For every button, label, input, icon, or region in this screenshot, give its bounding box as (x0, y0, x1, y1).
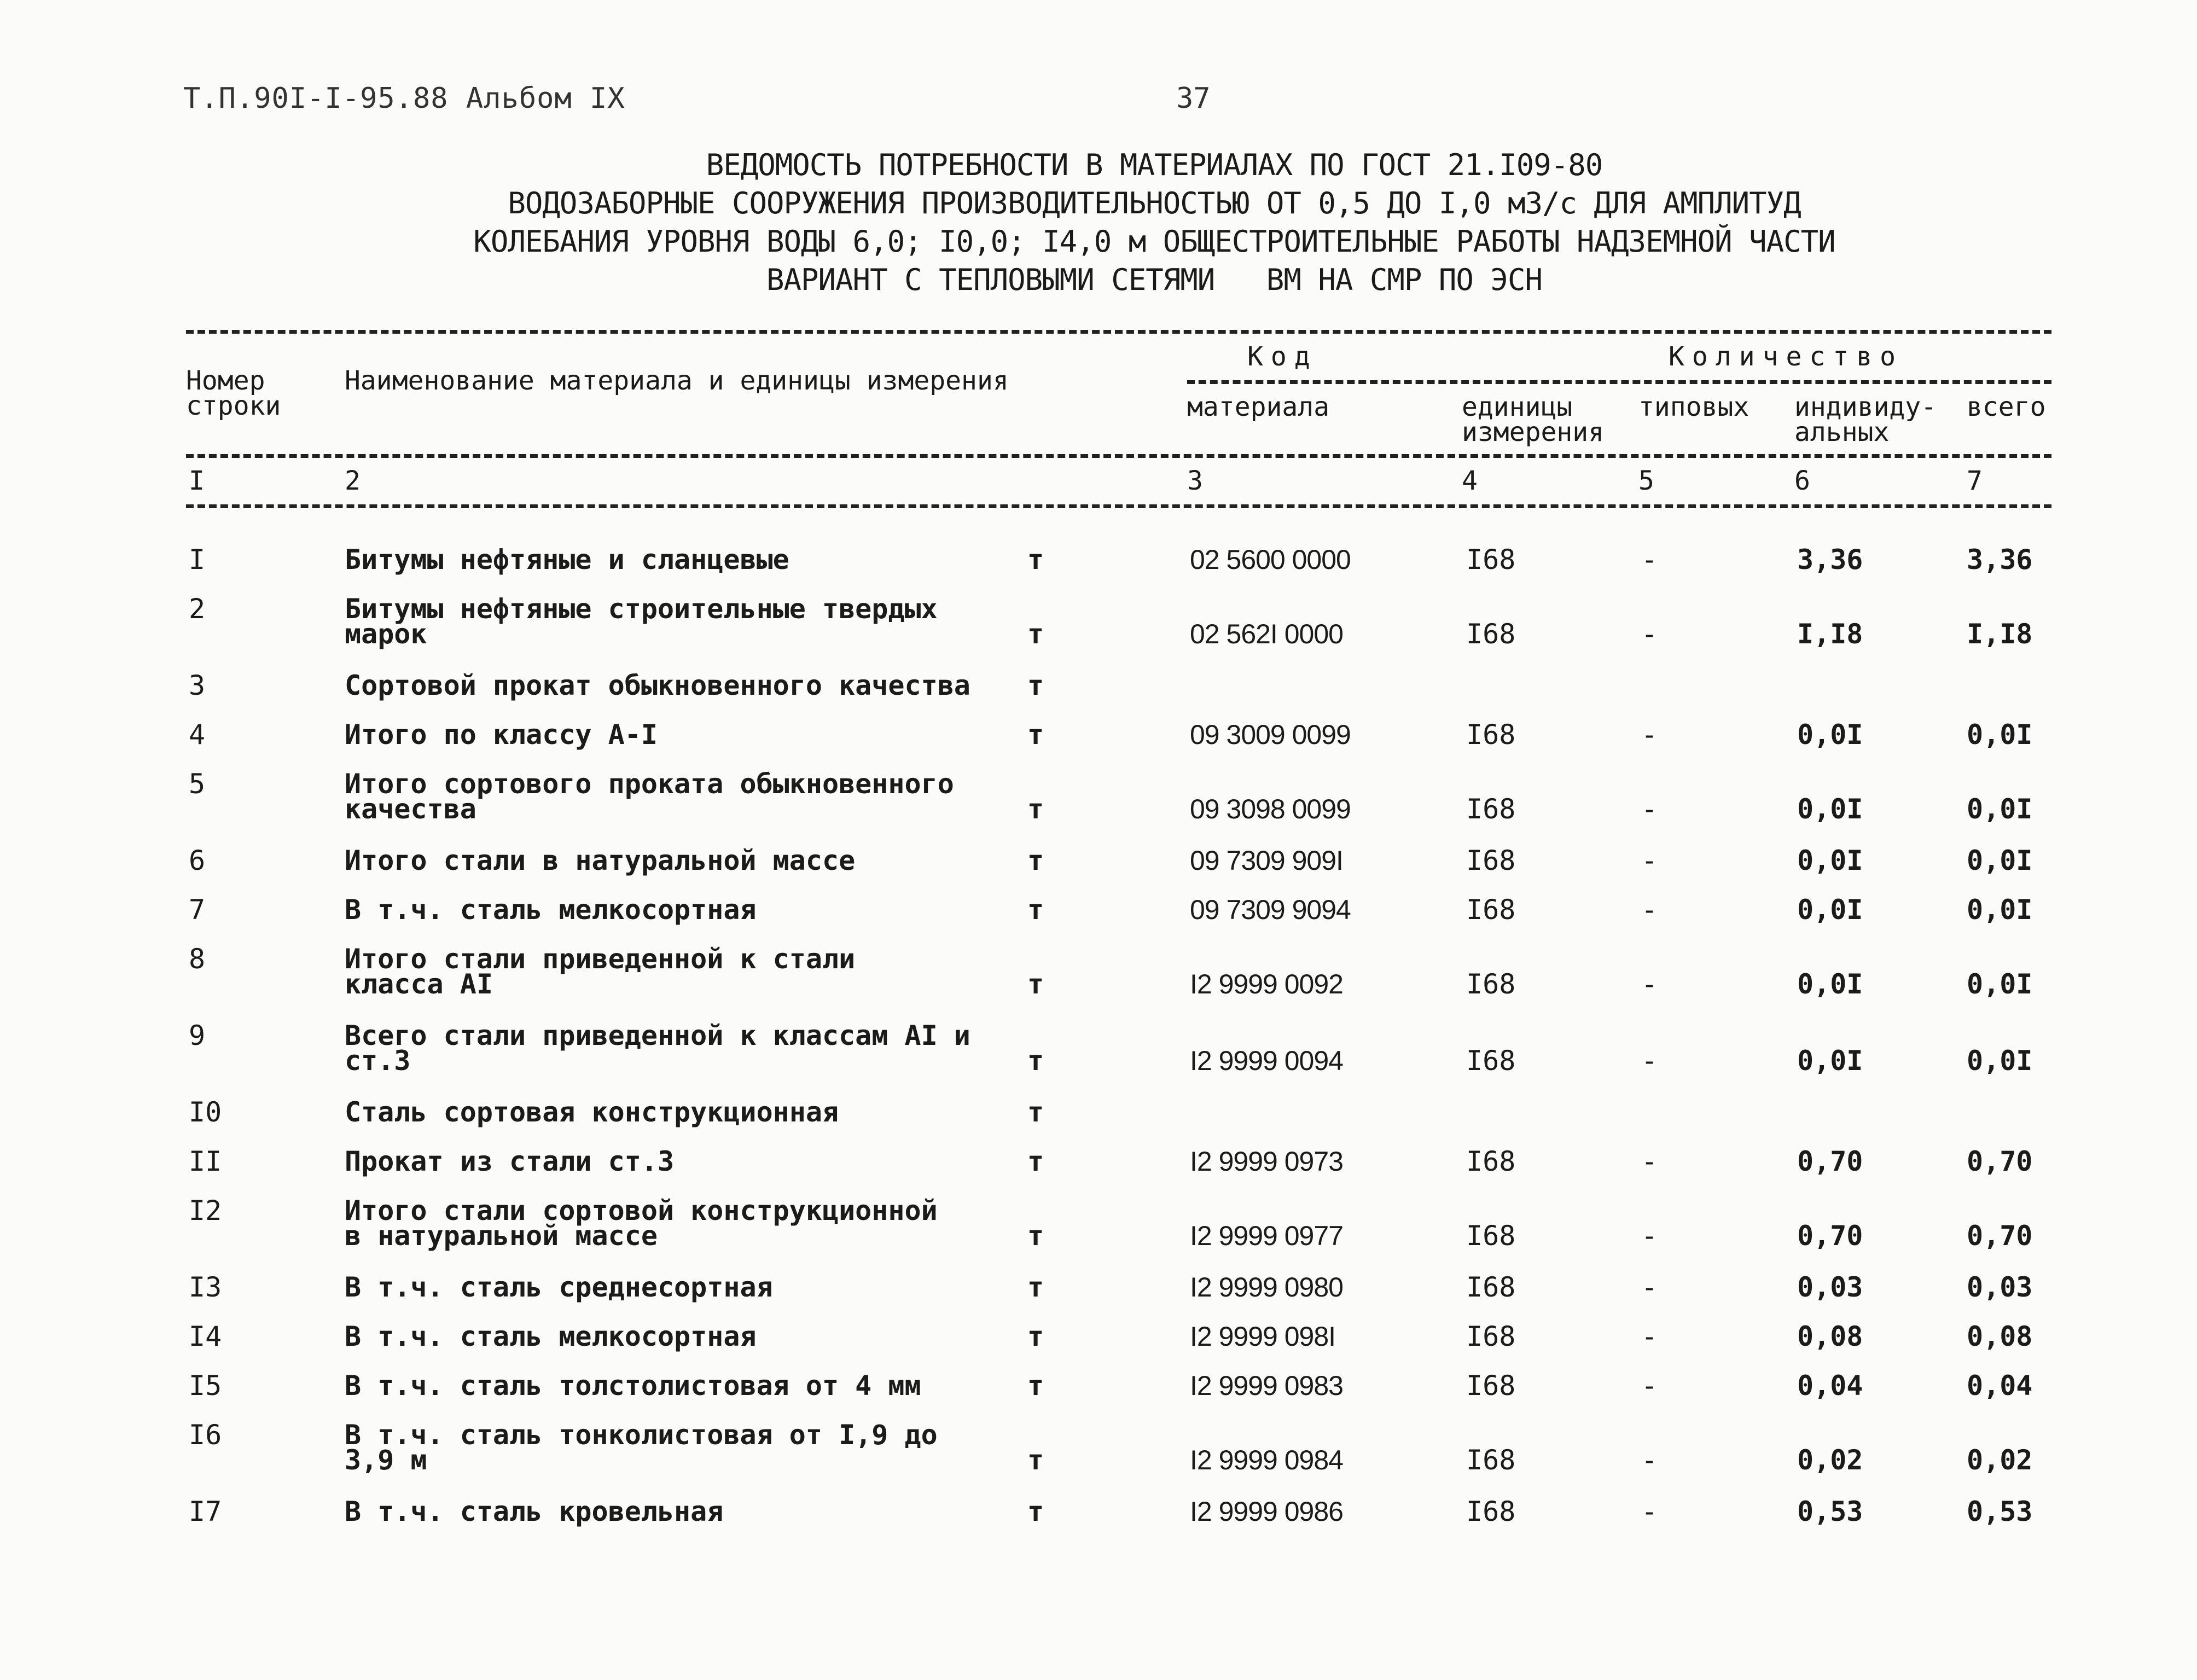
row-number: 7 (189, 894, 206, 926)
quantity-total: 0,03 (1967, 1271, 2033, 1303)
unit-symbol: т (1027, 894, 1044, 926)
quantity-typical: - (1641, 719, 1658, 751)
measure-unit-code: I68 (1466, 719, 1516, 751)
material-code: I2 9999 098I (1190, 1321, 1336, 1352)
colnum-7: 7 (1967, 466, 1983, 496)
material-code: I2 9999 0983 (1190, 1370, 1343, 1401)
quantity-typical: - (1641, 845, 1658, 876)
row-number: I3 (189, 1271, 222, 1303)
row-number: I4 (189, 1321, 222, 1352)
colnum-2: 2 (345, 466, 361, 496)
material-code: I2 9999 0986 (1190, 1496, 1343, 1527)
quantity-typical: - (1641, 1444, 1658, 1476)
quantity-typical: - (1641, 1220, 1658, 1252)
title-line-4: ВАРИАНТ С ТЕПЛОВЫМИ СЕТЯМИ ВМ НА СМР ПО ЭСН (766, 263, 1542, 297)
quantity-total: 0,70 (1967, 1220, 2033, 1252)
header-individual-2: альных (1794, 417, 1890, 447)
quantity-total: 0,04 (1967, 1370, 2033, 1402)
quantity-individual: 0,0I (1797, 793, 1863, 825)
row-number: I2 (189, 1195, 222, 1226)
row-number: 6 (189, 845, 206, 876)
quantity-typical: - (1641, 1496, 1658, 1527)
material-name: Всего стали приведенной к классам АI и (345, 1020, 970, 1051)
measure-unit-code: I68 (1466, 1045, 1516, 1077)
quantity-typical: - (1641, 1370, 1658, 1402)
row-number: 8 (189, 943, 206, 975)
material-code: I2 9999 0984 (1190, 1445, 1343, 1475)
row-number: I7 (189, 1496, 222, 1527)
measure-unit-code: I68 (1466, 1370, 1516, 1402)
material-name: Битумы нефтяные и сланцевые (345, 544, 789, 575)
unit-symbol: т (1027, 1096, 1044, 1128)
header-unit-2: измерения (1462, 417, 1605, 447)
rule-group (1187, 380, 2051, 384)
unit-symbol: т (1027, 1444, 1044, 1476)
material-code: I2 9999 0092 (1190, 969, 1343, 999)
row-number: I (189, 544, 206, 575)
quantity-total: 0,08 (1967, 1321, 2033, 1352)
quantity-typical: - (1641, 544, 1658, 575)
quantity-total: 0,02 (1967, 1444, 2033, 1476)
colnum-5: 5 (1638, 466, 1654, 496)
material-name: В т.ч. сталь мелкосортная (345, 1321, 757, 1352)
row-number: I6 (189, 1419, 222, 1451)
material-name: Битумы нефтяные строительные твердых (345, 593, 938, 625)
row-number: 9 (189, 1020, 206, 1051)
material-name-continued: 3,9 м (345, 1444, 427, 1476)
quantity-individual: 0,0I (1797, 894, 1863, 926)
rule-top (186, 330, 2051, 334)
material-name: Итого сортового проката обыкновенного (345, 768, 954, 800)
rule-colnum-bottom (186, 504, 2051, 508)
quantity-individual: 3,36 (1797, 544, 1863, 575)
title-line-1: ВЕДОМОСТЬ ПОТРЕБНОСТИ В МАТЕРИАЛАХ ПО ГОСТ 21.I09-80 (706, 148, 1603, 182)
unit-symbol: т (1027, 1370, 1044, 1402)
quantity-total: I,I8 (1967, 618, 2033, 650)
quantity-typical: - (1641, 1045, 1658, 1077)
measure-unit-code: I68 (1466, 1444, 1516, 1476)
page-number: 37 (1176, 82, 1211, 115)
material-name: В т.ч. сталь толстолистовая от 4 мм (345, 1370, 921, 1402)
material-code: I2 9999 0977 (1190, 1220, 1343, 1251)
material-code: I2 9999 0094 (1190, 1045, 1343, 1076)
quantity-total: 0,0I (1967, 1045, 2033, 1077)
measure-unit-code: I68 (1466, 894, 1516, 926)
material-name: Сталь сортовая конструкционная (345, 1096, 839, 1128)
quantity-typical: - (1641, 1146, 1658, 1177)
title-line-3: КОЛЕБАНИЯ УРОВНЯ ВОДЫ 6,0; I0,0; I4,0 м ОБЩЕСТРОИТЕЛЬНЫЕ РАБОТЫ НАДЗЕМНОЙ ЧАСТИ (473, 224, 1835, 259)
row-number: 2 (189, 593, 206, 625)
material-code: 09 7309 9094 (1190, 894, 1351, 925)
unit-symbol: т (1027, 845, 1044, 876)
material-name-continued: марок (345, 618, 427, 650)
unit-symbol: т (1027, 1321, 1044, 1352)
measure-unit-code: I68 (1466, 1271, 1516, 1303)
quantity-total: 3,36 (1967, 544, 2033, 575)
header-name: Наименование материала и единицы измерения (345, 365, 1009, 396)
material-name-continued: в натуральной массе (345, 1220, 658, 1252)
header-row-number-2: строки (186, 391, 281, 421)
row-number: II (189, 1146, 222, 1177)
header-code-material: материала (1187, 392, 1330, 422)
document-id: Т.П.90I-I-95.88 Альбом IX (183, 82, 625, 115)
quantity-individual: 0,53 (1797, 1496, 1863, 1527)
rule-header-bottom (186, 454, 2051, 458)
material-name: Прокат из стали ст.3 (345, 1146, 675, 1177)
unit-symbol: т (1027, 670, 1044, 701)
measure-unit-code: I68 (1466, 1146, 1516, 1177)
material-name: Итого по классу А-I (345, 719, 658, 751)
unit-symbol: т (1027, 1146, 1044, 1177)
row-number: 3 (189, 670, 206, 701)
title-line-2: ВОДОЗАБОРНЫЕ СООРУЖЕНИЯ ПРОИЗВОДИТЕЛЬНОСТЬЮ ОТ 0,5 ДО I,0 м3/с ДЛЯ АМПЛИТУД (508, 186, 1801, 220)
material-code: I2 9999 0980 (1190, 1272, 1343, 1303)
material-name: Итого стали приведенной к стали (345, 943, 856, 975)
header-total: всего (1967, 392, 2046, 422)
measure-unit-code: I68 (1466, 793, 1516, 825)
row-number: 4 (189, 719, 206, 751)
material-name-continued: качества (345, 793, 476, 825)
measure-unit-code: I68 (1466, 1220, 1516, 1252)
unit-symbol: т (1027, 719, 1044, 751)
measure-unit-code: I68 (1466, 618, 1516, 650)
material-name: В т.ч. сталь кровельная (345, 1496, 724, 1527)
material-name: В т.ч. сталь тонколистовая от I,9 до (345, 1419, 938, 1451)
unit-symbol: т (1027, 618, 1044, 650)
row-number: 5 (189, 768, 206, 800)
quantity-total: 0,0I (1967, 719, 2033, 751)
quantity-typical: - (1641, 894, 1658, 926)
material-name: В т.ч. сталь мелкосортная (345, 894, 757, 926)
quantity-individual: 0,70 (1797, 1220, 1863, 1252)
unit-symbol: т (1027, 1045, 1044, 1077)
header-typical: типовых (1638, 392, 1750, 422)
quantity-typical: - (1641, 1271, 1658, 1303)
quantity-typical: - (1641, 618, 1658, 650)
quantity-total: 0,53 (1967, 1496, 2033, 1527)
material-name: Сортовой прокат обыкновенного качества (345, 670, 970, 701)
quantity-total: 0,0I (1967, 894, 2033, 926)
measure-unit-code: I68 (1466, 544, 1516, 575)
quantity-individual: 0,0I (1797, 845, 1863, 876)
material-name-continued: класса АI (345, 968, 493, 1000)
header-code-group: Код (1247, 341, 1318, 372)
quantity-individual: 0,08 (1797, 1321, 1863, 1352)
quantity-total: 0,0I (1967, 793, 2033, 825)
row-number: I5 (189, 1370, 222, 1402)
colnum-4: 4 (1462, 466, 1478, 496)
quantity-individual: 0,0I (1797, 1045, 1863, 1077)
colnum-3: 3 (1187, 466, 1203, 496)
header-row-number: Номер (186, 365, 265, 396)
quantity-total: 0,70 (1967, 1146, 2033, 1177)
unit-symbol: т (1027, 544, 1044, 575)
header-quantity-group: Количество (1669, 341, 1903, 372)
material-code: 09 3009 0099 (1190, 719, 1351, 750)
quantity-typical: - (1641, 1321, 1658, 1352)
quantity-individual: 0,0I (1797, 719, 1863, 751)
measure-unit-code: I68 (1466, 1321, 1516, 1352)
colnum-6: 6 (1794, 466, 1810, 496)
quantity-individual: 0,70 (1797, 1146, 1863, 1177)
material-code: I2 9999 0973 (1190, 1146, 1343, 1177)
material-code: 02 562I 0000 (1190, 619, 1343, 649)
material-code: 09 7309 909I (1190, 845, 1343, 876)
material-name-continued: ст.3 (345, 1045, 411, 1077)
header-unit: единицы (1462, 392, 1573, 422)
unit-symbol: т (1027, 793, 1044, 825)
header-individual: индивиду- (1794, 392, 1937, 422)
quantity-typical: - (1641, 968, 1658, 1000)
unit-symbol: т (1027, 968, 1044, 1000)
measure-unit-code: I68 (1466, 845, 1516, 876)
material-name: В т.ч. сталь среднесортная (345, 1271, 773, 1303)
colnum-1: I (189, 466, 205, 496)
material-name: Итого стали сортовой конструкционной (345, 1195, 938, 1226)
row-number: I0 (189, 1096, 222, 1128)
quantity-total: 0,0I (1967, 968, 2033, 1000)
quantity-individual: 0,03 (1797, 1271, 1863, 1303)
material-code: 02 5600 0000 (1190, 544, 1351, 575)
quantity-individual: I,I8 (1797, 618, 1863, 650)
quantity-individual: 0,04 (1797, 1370, 1863, 1402)
quantity-total: 0,0I (1967, 845, 2033, 876)
quantity-typical: - (1641, 793, 1658, 825)
measure-unit-code: I68 (1466, 968, 1516, 1000)
unit-symbol: т (1027, 1496, 1044, 1527)
quantity-individual: 0,02 (1797, 1444, 1863, 1476)
unit-symbol: т (1027, 1271, 1044, 1303)
quantity-individual: 0,0I (1797, 968, 1863, 1000)
material-name: Итого стали в натуральной массе (345, 845, 856, 876)
unit-symbol: т (1027, 1220, 1044, 1252)
measure-unit-code: I68 (1466, 1496, 1516, 1527)
material-code: 09 3098 0099 (1190, 794, 1351, 824)
